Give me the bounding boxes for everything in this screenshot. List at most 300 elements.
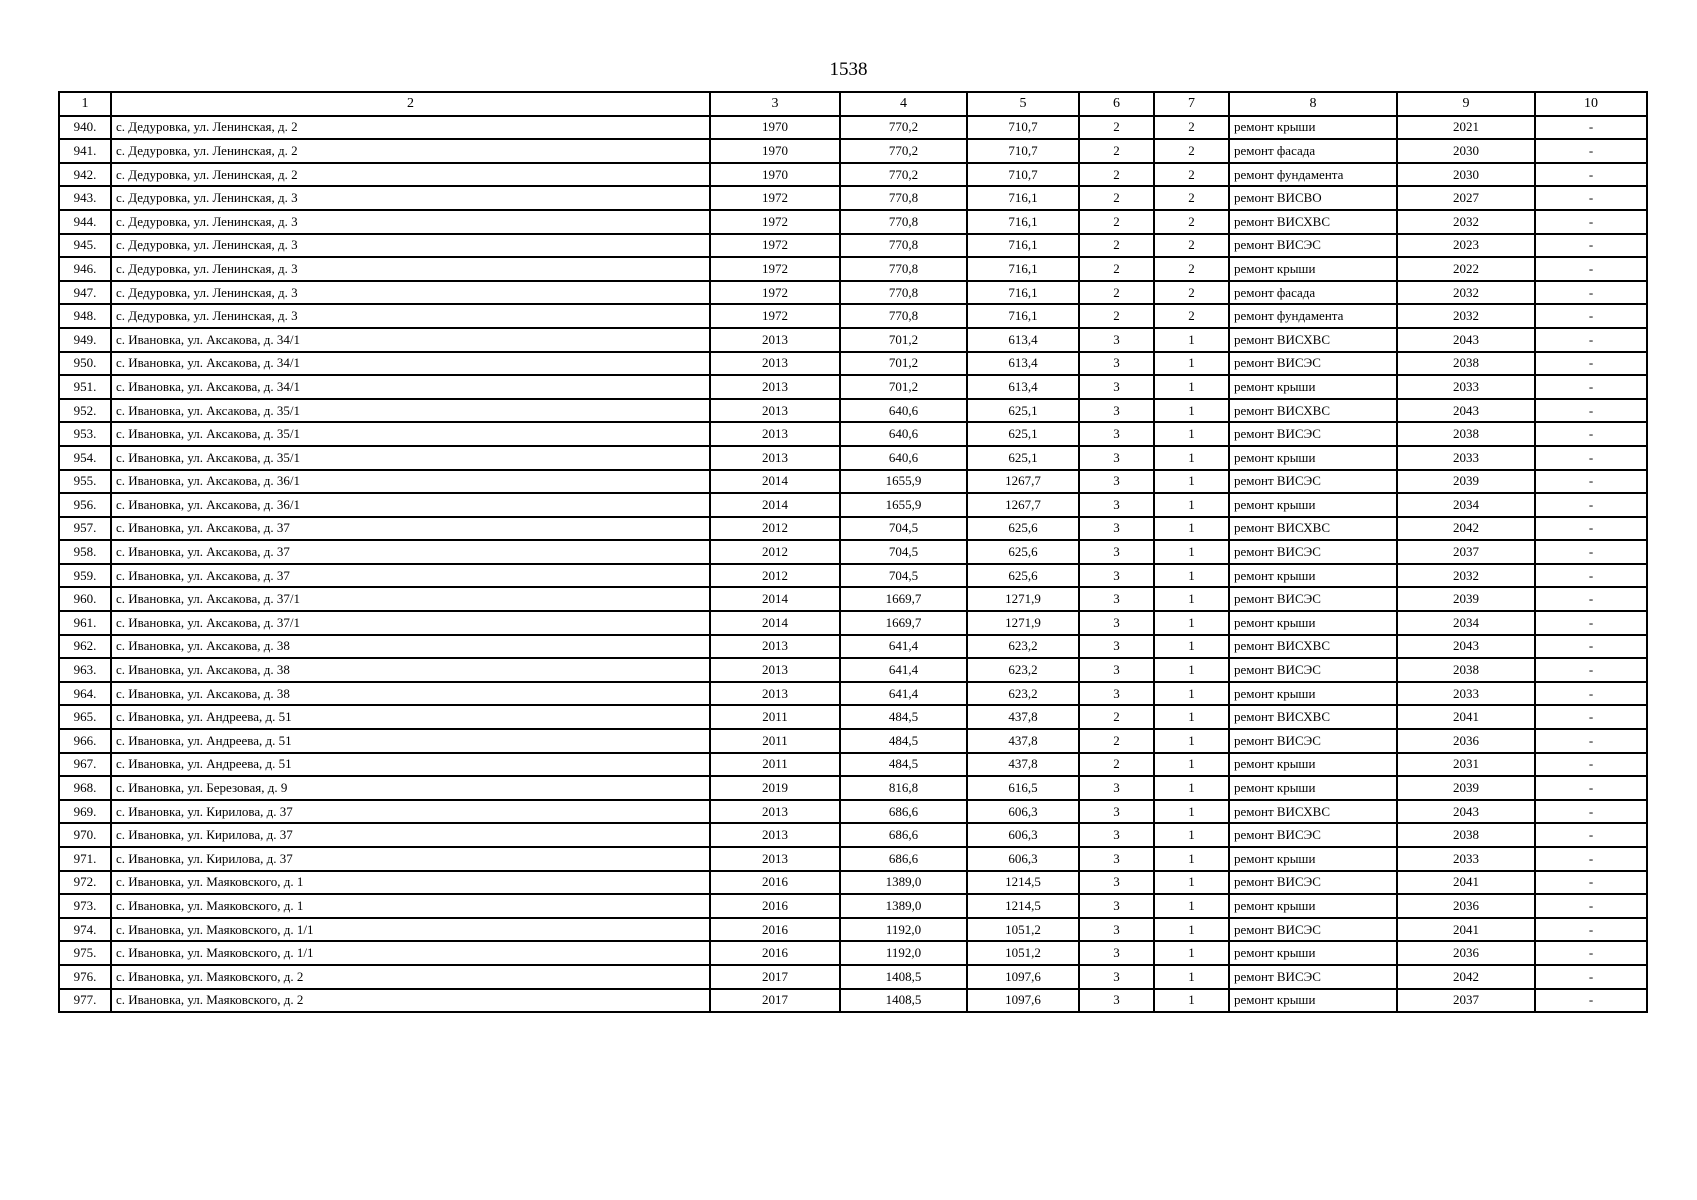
cell-living-area: 625,1	[967, 399, 1079, 423]
table-row	[59, 328, 1647, 352]
cell-plan-year: 2043	[1397, 399, 1535, 423]
cell-plan-year: 2033	[1397, 375, 1535, 399]
cell-address: с. Ивановка, ул. Аксакова, д. 34/1	[111, 328, 710, 352]
table-row	[59, 281, 1647, 305]
cell-entrances: 1	[1154, 493, 1229, 517]
cell-row-number: 941.	[59, 139, 111, 163]
cell-living-area: 1097,6	[967, 989, 1079, 1013]
cell-floors: 3	[1079, 375, 1154, 399]
cell-plan-year: 2033	[1397, 446, 1535, 470]
table-row	[59, 446, 1647, 470]
cell-work-type: ремонт ВИСЭС	[1229, 352, 1397, 376]
cell-entrances: 1	[1154, 800, 1229, 824]
cell-address: с. Ивановка, ул. Березовая, д. 9	[111, 776, 710, 800]
cell-plan-year: 2041	[1397, 918, 1535, 942]
cell-work-type: ремонт крыши	[1229, 776, 1397, 800]
cell-note: -	[1535, 470, 1647, 494]
cell-total-area: 770,8	[840, 257, 967, 281]
cell-plan-year: 2037	[1397, 540, 1535, 564]
cell-living-area: 716,1	[967, 304, 1079, 328]
cell-note: -	[1535, 611, 1647, 635]
cell-entrances: 2	[1154, 116, 1229, 140]
cell-total-area: 686,6	[840, 800, 967, 824]
cell-total-area: 770,8	[840, 234, 967, 258]
cell-row-number: 948.	[59, 304, 111, 328]
cell-note: -	[1535, 399, 1647, 423]
cell-row-number: 975.	[59, 941, 111, 965]
table-row	[59, 753, 1647, 777]
table-row	[59, 304, 1647, 328]
cell-note: -	[1535, 894, 1647, 918]
cell-address: с. Ивановка, ул. Аксакова, д. 36/1	[111, 470, 710, 494]
cell-row-number: 972.	[59, 871, 111, 895]
cell-plan-year: 2032	[1397, 564, 1535, 588]
cell-address: с. Ивановка, ул. Аксакова, д. 37/1	[111, 611, 710, 635]
cell-total-area: 704,5	[840, 517, 967, 541]
cell-total-area: 770,8	[840, 186, 967, 210]
cell-work-type: ремонт крыши	[1229, 446, 1397, 470]
cell-note: -	[1535, 941, 1647, 965]
cell-total-area: 1192,0	[840, 941, 967, 965]
cell-address: с. Ивановка, ул. Кирилова, д. 37	[111, 847, 710, 871]
cell-year: 2014	[710, 611, 840, 635]
cell-entrances: 1	[1154, 399, 1229, 423]
table-row	[59, 894, 1647, 918]
cell-year: 1972	[710, 186, 840, 210]
cell-total-area: 484,5	[840, 705, 967, 729]
cell-address: с. Ивановка, ул. Маяковского, д. 1	[111, 871, 710, 895]
cell-row-number: 942.	[59, 163, 111, 187]
cell-total-area: 641,4	[840, 635, 967, 659]
table-row	[59, 422, 1647, 446]
cell-living-area: 437,8	[967, 729, 1079, 753]
table-row	[59, 257, 1647, 281]
cell-floors: 3	[1079, 635, 1154, 659]
cell-floors: 3	[1079, 682, 1154, 706]
cell-year: 2013	[710, 328, 840, 352]
cell-row-number: 960.	[59, 587, 111, 611]
cell-note: -	[1535, 163, 1647, 187]
cell-year: 2012	[710, 540, 840, 564]
cell-work-type: ремонт крыши	[1229, 564, 1397, 588]
cell-total-area: 641,4	[840, 658, 967, 682]
cell-floors: 3	[1079, 823, 1154, 847]
cell-address: с. Дедуровка, ул. Ленинская, д. 2	[111, 139, 710, 163]
cell-address: с. Ивановка, ул. Аксакова, д. 37	[111, 540, 710, 564]
cell-row-number: 950.	[59, 352, 111, 376]
cell-entrances: 1	[1154, 587, 1229, 611]
cell-floors: 2	[1079, 163, 1154, 187]
column-header-1: 1	[59, 92, 111, 116]
cell-work-type: ремонт ВИСХВС	[1229, 517, 1397, 541]
cell-address: с. Ивановка, ул. Аксакова, д. 37	[111, 517, 710, 541]
cell-work-type: ремонт ВИСЭС	[1229, 729, 1397, 753]
cell-note: -	[1535, 823, 1647, 847]
column-header-5: 5	[967, 92, 1079, 116]
cell-floors: 3	[1079, 611, 1154, 635]
cell-work-type: ремонт ВИСЭС	[1229, 823, 1397, 847]
cell-plan-year: 2023	[1397, 234, 1535, 258]
cell-floors: 3	[1079, 564, 1154, 588]
cell-note: -	[1535, 517, 1647, 541]
cell-address: с. Ивановка, ул. Аксакова, д. 36/1	[111, 493, 710, 517]
cell-work-type: ремонт ВИСВО	[1229, 186, 1397, 210]
cell-living-area: 716,1	[967, 210, 1079, 234]
cell-work-type: ремонт ВИСХВС	[1229, 800, 1397, 824]
cell-total-area: 484,5	[840, 729, 967, 753]
table-row	[59, 139, 1647, 163]
cell-year: 2013	[710, 352, 840, 376]
cell-total-area: 484,5	[840, 753, 967, 777]
cell-plan-year: 2039	[1397, 587, 1535, 611]
cell-address: с. Ивановка, ул. Аксакова, д. 37	[111, 564, 710, 588]
cell-living-area: 625,6	[967, 564, 1079, 588]
cell-floors: 3	[1079, 399, 1154, 423]
cell-plan-year: 2034	[1397, 493, 1535, 517]
cell-living-area: 437,8	[967, 705, 1079, 729]
cell-entrances: 1	[1154, 729, 1229, 753]
cell-living-area: 613,4	[967, 352, 1079, 376]
cell-entrances: 1	[1154, 446, 1229, 470]
cell-work-type: ремонт крыши	[1229, 941, 1397, 965]
table-row	[59, 517, 1647, 541]
cell-total-area: 770,2	[840, 139, 967, 163]
cell-work-type: ремонт ВИСЭС	[1229, 587, 1397, 611]
cell-work-type: ремонт крыши	[1229, 847, 1397, 871]
cell-plan-year: 2041	[1397, 871, 1535, 895]
cell-plan-year: 2030	[1397, 139, 1535, 163]
cell-floors: 3	[1079, 871, 1154, 895]
cell-living-area: 606,3	[967, 800, 1079, 824]
cell-living-area: 710,7	[967, 116, 1079, 140]
cell-entrances: 2	[1154, 234, 1229, 258]
table-row	[59, 658, 1647, 682]
cell-year: 1972	[710, 234, 840, 258]
cell-floors: 2	[1079, 304, 1154, 328]
cell-row-number: 952.	[59, 399, 111, 423]
cell-note: -	[1535, 776, 1647, 800]
cell-entrances: 2	[1154, 257, 1229, 281]
cell-year: 2014	[710, 470, 840, 494]
cell-plan-year: 2039	[1397, 776, 1535, 800]
cell-row-number: 962.	[59, 635, 111, 659]
cell-address: с. Ивановка, ул. Аксакова, д. 38	[111, 635, 710, 659]
table-row	[59, 399, 1647, 423]
cell-floors: 2	[1079, 234, 1154, 258]
cell-plan-year: 2042	[1397, 517, 1535, 541]
cell-year: 2017	[710, 989, 840, 1013]
cell-plan-year: 2021	[1397, 116, 1535, 140]
cell-address: с. Ивановка, ул. Аксакова, д. 38	[111, 682, 710, 706]
cell-total-area: 701,2	[840, 328, 967, 352]
cell-year: 1970	[710, 139, 840, 163]
cell-note: -	[1535, 234, 1647, 258]
table-row	[59, 210, 1647, 234]
cell-address: с. Дедуровка, ул. Ленинская, д. 3	[111, 281, 710, 305]
cell-note: -	[1535, 871, 1647, 895]
cell-year: 2019	[710, 776, 840, 800]
cell-living-area: 1097,6	[967, 965, 1079, 989]
cell-row-number: 947.	[59, 281, 111, 305]
cell-year: 2013	[710, 446, 840, 470]
cell-living-area: 1267,7	[967, 493, 1079, 517]
cell-plan-year: 2038	[1397, 352, 1535, 376]
cell-address: с. Дедуровка, ул. Ленинская, д. 3	[111, 234, 710, 258]
cell-plan-year: 2022	[1397, 257, 1535, 281]
cell-total-area: 640,6	[840, 422, 967, 446]
cell-entrances: 1	[1154, 328, 1229, 352]
cell-note: -	[1535, 328, 1647, 352]
cell-entrances: 1	[1154, 635, 1229, 659]
cell-entrances: 2	[1154, 304, 1229, 328]
cell-note: -	[1535, 587, 1647, 611]
cell-year: 1972	[710, 304, 840, 328]
cell-living-area: 613,4	[967, 375, 1079, 399]
cell-year: 2016	[710, 894, 840, 918]
cell-year: 2014	[710, 493, 840, 517]
cell-living-area: 1051,2	[967, 941, 1079, 965]
cell-work-type: ремонт ВИСЭС	[1229, 422, 1397, 446]
cell-entrances: 1	[1154, 517, 1229, 541]
cell-note: -	[1535, 304, 1647, 328]
cell-work-type: ремонт ВИСХВС	[1229, 328, 1397, 352]
cell-address: с. Ивановка, ул. Аксакова, д. 34/1	[111, 375, 710, 399]
cell-plan-year: 2032	[1397, 304, 1535, 328]
cell-note: -	[1535, 682, 1647, 706]
cell-address: с. Ивановка, ул. Андреева, д. 51	[111, 705, 710, 729]
cell-living-area: 606,3	[967, 823, 1079, 847]
cell-address: с. Дедуровка, ул. Ленинская, д. 3	[111, 304, 710, 328]
cell-total-area: 701,2	[840, 375, 967, 399]
cell-year: 2017	[710, 965, 840, 989]
cell-floors: 3	[1079, 800, 1154, 824]
cell-entrances: 1	[1154, 564, 1229, 588]
table-row	[59, 729, 1647, 753]
cell-entrances: 1	[1154, 540, 1229, 564]
cell-living-area: 623,2	[967, 682, 1079, 706]
cell-plan-year: 2037	[1397, 989, 1535, 1013]
cell-entrances: 1	[1154, 941, 1229, 965]
cell-plan-year: 2034	[1397, 611, 1535, 635]
cell-work-type: ремонт крыши	[1229, 894, 1397, 918]
cell-note: -	[1535, 635, 1647, 659]
page-number: 1538	[829, 59, 868, 80]
cell-work-type: ремонт ВИСХВС	[1229, 705, 1397, 729]
cell-note: -	[1535, 989, 1647, 1013]
cell-plan-year: 2032	[1397, 210, 1535, 234]
cell-entrances: 1	[1154, 705, 1229, 729]
cell-address: с. Дедуровка, ул. Ленинская, д. 3	[111, 186, 710, 210]
cell-entrances: 2	[1154, 186, 1229, 210]
cell-row-number: 968.	[59, 776, 111, 800]
cell-work-type: ремонт крыши	[1229, 989, 1397, 1013]
cell-work-type: ремонт ВИСЭС	[1229, 540, 1397, 564]
cell-living-area: 716,1	[967, 186, 1079, 210]
cell-entrances: 1	[1154, 871, 1229, 895]
cell-note: -	[1535, 564, 1647, 588]
cell-row-number: 944.	[59, 210, 111, 234]
cell-entrances: 1	[1154, 989, 1229, 1013]
cell-floors: 3	[1079, 352, 1154, 376]
cell-floors: 3	[1079, 965, 1154, 989]
cell-address: с. Ивановка, ул. Аксакова, д. 38	[111, 658, 710, 682]
cell-row-number: 973.	[59, 894, 111, 918]
cell-plan-year: 2033	[1397, 847, 1535, 871]
cell-total-area: 1669,7	[840, 587, 967, 611]
table-row	[59, 186, 1647, 210]
table-body	[59, 116, 1647, 1013]
cell-living-area: 613,4	[967, 328, 1079, 352]
cell-row-number: 976.	[59, 965, 111, 989]
cell-note: -	[1535, 352, 1647, 376]
cell-row-number: 974.	[59, 918, 111, 942]
table-row	[59, 493, 1647, 517]
cell-living-area: 716,1	[967, 281, 1079, 305]
cell-living-area: 1271,9	[967, 587, 1079, 611]
cell-work-type: ремонт ВИСХВС	[1229, 399, 1397, 423]
cell-note: -	[1535, 116, 1647, 140]
table-row	[59, 941, 1647, 965]
table-row	[59, 823, 1647, 847]
cell-work-type: ремонт крыши	[1229, 611, 1397, 635]
cell-living-area: 716,1	[967, 257, 1079, 281]
cell-plan-year: 2033	[1397, 682, 1535, 706]
cell-work-type: ремонт ВИСЭС	[1229, 234, 1397, 258]
cell-row-number: 965.	[59, 705, 111, 729]
cell-row-number: 943.	[59, 186, 111, 210]
cell-living-area: 710,7	[967, 139, 1079, 163]
cell-note: -	[1535, 705, 1647, 729]
cell-plan-year: 2036	[1397, 894, 1535, 918]
cell-year: 1972	[710, 257, 840, 281]
cell-year: 2016	[710, 918, 840, 942]
cell-note: -	[1535, 186, 1647, 210]
cell-living-area: 716,1	[967, 234, 1079, 258]
cell-entrances: 1	[1154, 658, 1229, 682]
cell-note: -	[1535, 729, 1647, 753]
cell-living-area: 616,5	[967, 776, 1079, 800]
cell-note: -	[1535, 257, 1647, 281]
column-header-3: 3	[710, 92, 840, 116]
cell-row-number: 970.	[59, 823, 111, 847]
cell-plan-year: 2031	[1397, 753, 1535, 777]
cell-work-type: ремонт фасада	[1229, 281, 1397, 305]
cell-work-type: ремонт ВИСЭС	[1229, 658, 1397, 682]
cell-work-type: ремонт крыши	[1229, 375, 1397, 399]
cell-row-number: 951.	[59, 375, 111, 399]
cell-address: с. Ивановка, ул. Андреева, д. 51	[111, 753, 710, 777]
cell-living-area: 625,6	[967, 517, 1079, 541]
column-header-4: 4	[840, 92, 967, 116]
cell-address: с. Ивановка, ул. Кирилова, д. 37	[111, 800, 710, 824]
cell-floors: 2	[1079, 139, 1154, 163]
cell-row-number: 967.	[59, 753, 111, 777]
cell-total-area: 770,8	[840, 304, 967, 328]
cell-total-area: 770,8	[840, 281, 967, 305]
cell-row-number: 971.	[59, 847, 111, 871]
cell-floors: 3	[1079, 776, 1154, 800]
cell-floors: 2	[1079, 281, 1154, 305]
cell-work-type: ремонт крыши	[1229, 493, 1397, 517]
cell-plan-year: 2030	[1397, 163, 1535, 187]
cell-note: -	[1535, 446, 1647, 470]
cell-row-number: 958.	[59, 540, 111, 564]
cell-row-number: 940.	[59, 116, 111, 140]
cell-year: 1972	[710, 281, 840, 305]
cell-plan-year: 2038	[1397, 422, 1535, 446]
cell-floors: 3	[1079, 422, 1154, 446]
cell-floors: 2	[1079, 210, 1154, 234]
cell-entrances: 1	[1154, 918, 1229, 942]
cell-entrances: 1	[1154, 753, 1229, 777]
cell-total-area: 770,2	[840, 116, 967, 140]
cell-floors: 3	[1079, 446, 1154, 470]
cell-total-area: 704,5	[840, 564, 967, 588]
cell-entrances: 2	[1154, 163, 1229, 187]
cell-note: -	[1535, 847, 1647, 871]
cell-year: 2013	[710, 399, 840, 423]
cell-floors: 2	[1079, 116, 1154, 140]
cell-floors: 3	[1079, 470, 1154, 494]
table-row	[59, 234, 1647, 258]
cell-plan-year: 2043	[1397, 635, 1535, 659]
cell-note: -	[1535, 800, 1647, 824]
cell-year: 2011	[710, 753, 840, 777]
cell-plan-year: 2038	[1397, 823, 1535, 847]
table-row	[59, 375, 1647, 399]
cell-work-type: ремонт фундамента	[1229, 304, 1397, 328]
cell-plan-year: 2032	[1397, 281, 1535, 305]
cell-total-area: 1389,0	[840, 894, 967, 918]
cell-address: с. Дедуровка, ул. Ленинская, д. 2	[111, 163, 710, 187]
cell-living-area: 625,1	[967, 422, 1079, 446]
cell-entrances: 1	[1154, 470, 1229, 494]
cell-note: -	[1535, 210, 1647, 234]
cell-address: с. Ивановка, ул. Андреева, д. 51	[111, 729, 710, 753]
table-row	[59, 635, 1647, 659]
cell-year: 2013	[710, 823, 840, 847]
cell-row-number: 949.	[59, 328, 111, 352]
cell-row-number: 966.	[59, 729, 111, 753]
cell-work-type: ремонт фундамента	[1229, 163, 1397, 187]
cell-living-area: 437,8	[967, 753, 1079, 777]
cell-year: 2016	[710, 871, 840, 895]
cell-floors: 2	[1079, 705, 1154, 729]
cell-address: с. Ивановка, ул. Аксакова, д. 35/1	[111, 422, 710, 446]
cell-note: -	[1535, 375, 1647, 399]
cell-year: 1970	[710, 116, 840, 140]
cell-entrances: 1	[1154, 682, 1229, 706]
cell-year: 2013	[710, 635, 840, 659]
cell-plan-year: 2042	[1397, 965, 1535, 989]
cell-work-type: ремонт крыши	[1229, 116, 1397, 140]
cell-plan-year: 2038	[1397, 658, 1535, 682]
table-row	[59, 116, 1647, 140]
cell-work-type: ремонт ВИСЭС	[1229, 918, 1397, 942]
cell-address: с. Дедуровка, ул. Ленинская, д. 3	[111, 257, 710, 281]
cell-total-area: 1655,9	[840, 493, 967, 517]
cell-note: -	[1535, 422, 1647, 446]
cell-year: 2011	[710, 705, 840, 729]
table-row	[59, 163, 1647, 187]
cell-note: -	[1535, 540, 1647, 564]
cell-living-area: 623,2	[967, 658, 1079, 682]
cell-plan-year: 2039	[1397, 470, 1535, 494]
table-row	[59, 587, 1647, 611]
cell-row-number: 969.	[59, 800, 111, 824]
cell-work-type: ремонт крыши	[1229, 257, 1397, 281]
cell-address: с. Ивановка, ул. Маяковского, д. 1	[111, 894, 710, 918]
